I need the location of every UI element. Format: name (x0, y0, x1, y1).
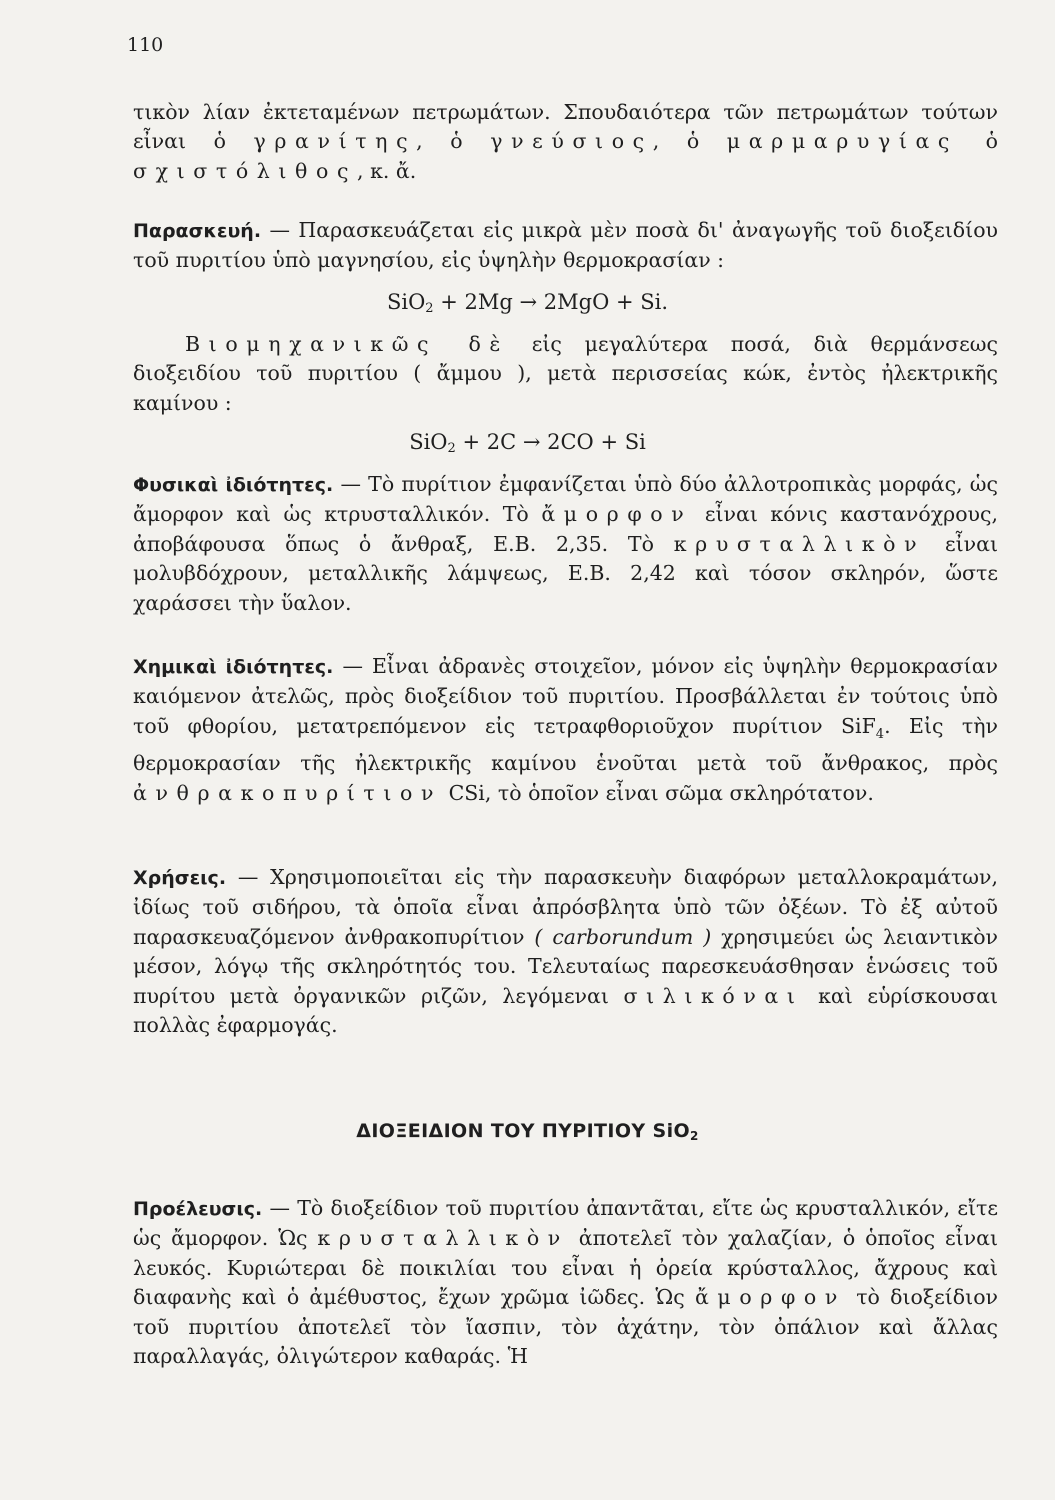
text: χρησιμεύει ὡς λειαντικὸν μέσον, λόγῳ τῆς σκληρότητός του. Τελευταίως παρεσκευάσθησαν ἑνώσεις τοῦ πυρίτου μετὰ ὀργανικῶν ριζῶν, λεγόμεναι (133, 924, 999, 1008)
text: τὸ διοξείδιον τοῦ πυριτίου ἀποτελεῖ τὸν ἴασπιν, τὸν ἀχάτην, τὸν ὀπάλιον καὶ ἄλλας παραλλαγάς, ὀλιγώτερον καθαράς. Ἡ (133, 1285, 998, 1369)
section-title-text: ΔΙΟΞΕΙΔΙΟΝ ΤΟΥ ΠΥΡΙΤΙΟΥ SiO (356, 1120, 690, 1142)
heading-chemical-properties: Χημικαὶ ἰδιότητες. (133, 656, 334, 678)
subscript: 4 (875, 726, 885, 742)
heading-physical-properties: Φυσικαὶ ἰδιότητες. (133, 474, 334, 496)
spaced-term-gneiss: γνεύσιος (490, 129, 653, 154)
spaced-term-schist: σχιστόλιθος (133, 158, 358, 183)
text: εἰς μεγαλύτερα ποσά, διὰ θερμάνσεως διοξειδίου τοῦ πυριτίου ( ἄμμου ), μετὰ περισσείας κώκ, ἐντὸς ἠλεκτρικῆς καμίνου : (133, 332, 998, 415)
heading-origin: Προέλευσις. (133, 1198, 263, 1220)
heading-preparation: Παρασκευή. (133, 220, 262, 242)
text: , ὁ (416, 129, 491, 154)
spaced-term-mica: μαρμαρυγίας (726, 129, 959, 154)
formula-part: + 2Mg → 2MgO + Si. (433, 290, 669, 314)
spaced-term-granite: γρανίτης (253, 129, 417, 154)
spaced-term-amorphous: ἄμορφον (694, 1285, 846, 1310)
section-title-subscript: 2 (690, 1129, 699, 1143)
paragraph-industrial (133, 330, 998, 418)
paragraph-preparation (133, 216, 998, 276)
text: — Εἶναι ἀδρανὲς στοιχεῖον, μόνον εἰς ὑψηλὴν θερμοκρασίαν καιόμενον ἀτελῶς, πρὸς διοξείδιον τοῦ πυριτίου. Προσβάλλεται ἐν τούτοις ὑπὸ τοῦ φθορίου, μετατρεπόμενον εἰς τετραφθοριοῦχον πυρίτιον SiF (133, 654, 998, 738)
text: , κ. ἄ. (357, 158, 417, 183)
paragraph-rocks (133, 98, 998, 186)
spaced-term-crystalline: κρυσταλλικὸν (673, 531, 926, 556)
text: — Χρησιμοποιεῖται εἰς τὴν παρασκευὴν διαφόρων μεταλλοκραμάτων, ἰδίως τοῦ σιδήρου, τὰ ὁποῖα εἶναι ἀπρόσβλητα ὑπὸ τῶν ὀξέων. Τὸ ἐξ αὐτοῦ παρασκευαζόμενον ἀνθρακοπυρίτιον (133, 865, 998, 949)
text: καὶ εὑρίσκουσαι πολλὰς ἐφαρμογάς. (133, 983, 999, 1038)
formula-part: SiO (409, 430, 448, 454)
text: εἶναι μολυβδόχρουν, μεταλλικῆς λάμψεως, Ε.Β. 2,42 καὶ τόσον σκληρόν, ὥστε χαράσσει τὴν ὕαλον. (133, 531, 998, 615)
italic-term-carborundum: ( carborundum ) (534, 924, 712, 949)
text: ὁ (958, 129, 998, 154)
text: . Εἰς τὴν θερμοκρασίαν τῆς ἠλεκτρικῆς καμίνου ἑνοῦται μετὰ τοῦ ἄνθρακος, πρὸς (133, 713, 998, 776)
text: εἶναι κόνις καστανόχρους, ἀποβάφουσα ὅπως ὁ ἄνθραξ, Ε.Β. 2,35. Τὸ (133, 502, 998, 556)
spaced-term-amorphous: ἄμορφον (541, 502, 693, 527)
formula-part: SiO (386, 290, 426, 314)
paragraph-physical-properties (133, 470, 998, 618)
text: τικὸν λίαν ἐκτεταμένων πετρωμάτων. Σπουδαιότερα τῶν πετρωμάτων τούτων εἶναι ὁ (133, 100, 998, 154)
text: — Παρασκευάζεται εἰς μικρὰ μὲν ποσὰ δι' ἀναγωγῆς τοῦ διοξειδίου τοῦ πυριτίου ὑπὸ μαγνησίου, εἰς ὑψηλὴν θερμοκρασίαν : (133, 218, 998, 273)
text: , ὁ (652, 129, 727, 154)
section-title-silicon-dioxide (0, 1120, 1055, 1143)
paragraph-uses (133, 863, 998, 1040)
text: — Τὸ διοξείδιον τοῦ πυριτίου ἀπαντᾶται, εἴτε ὡς κρυσταλλικόν, εἴτε ὡς ἄμορφον. Ὡς (133, 1196, 998, 1251)
formula-magnesium-reduction (0, 288, 1055, 323)
spaced-term-industrial: Βιομηχανικῶς δὲ (185, 332, 510, 356)
formula-carbon-reduction (0, 428, 1055, 463)
spaced-term-silicones: σιλικόναι (623, 983, 804, 1008)
text: ἀποτελεῖ τὸν χαλαζίαν, ὁ ὁποῖος εἶναι λευκός. Κυριώτεραι δὲ ποικιλίαι του εἶναι ἡ ὀρεία κρύσταλλος, ἄχρους καὶ διαφανὴς καὶ ὁ ἀμέθυστος, ἔχων χρῶμα ἰῶδες. Ὡς (133, 1226, 998, 1310)
heading-uses: Χρήσεις. (133, 867, 227, 889)
spaced-term-silicon-carbide: ἀνθρακοπυρίτιον (133, 780, 443, 805)
text: — Τὸ πυρίτιον ἐμφανίζεται ὑπὸ δύο ἀλλοτροπικὰς μορφάς, ὡς ἄμορφον καὶ ὡς κτρυσταλλικόν. Τὸ (133, 472, 999, 527)
formula-part: + 2C → 2CO + Si (455, 430, 646, 454)
paragraph-origin (133, 1194, 998, 1371)
formula-subscript: 2 (425, 301, 434, 316)
page-number: 110 (127, 34, 164, 56)
formula-subscript: 2 (447, 441, 456, 456)
spaced-term-crystalline: κρυσταλλικὸν (317, 1226, 569, 1251)
paragraph-chemical-properties (133, 652, 998, 808)
text: CSi, τὸ ὁποῖον εἶναι σῶμα σκληρότατον. (442, 780, 874, 805)
